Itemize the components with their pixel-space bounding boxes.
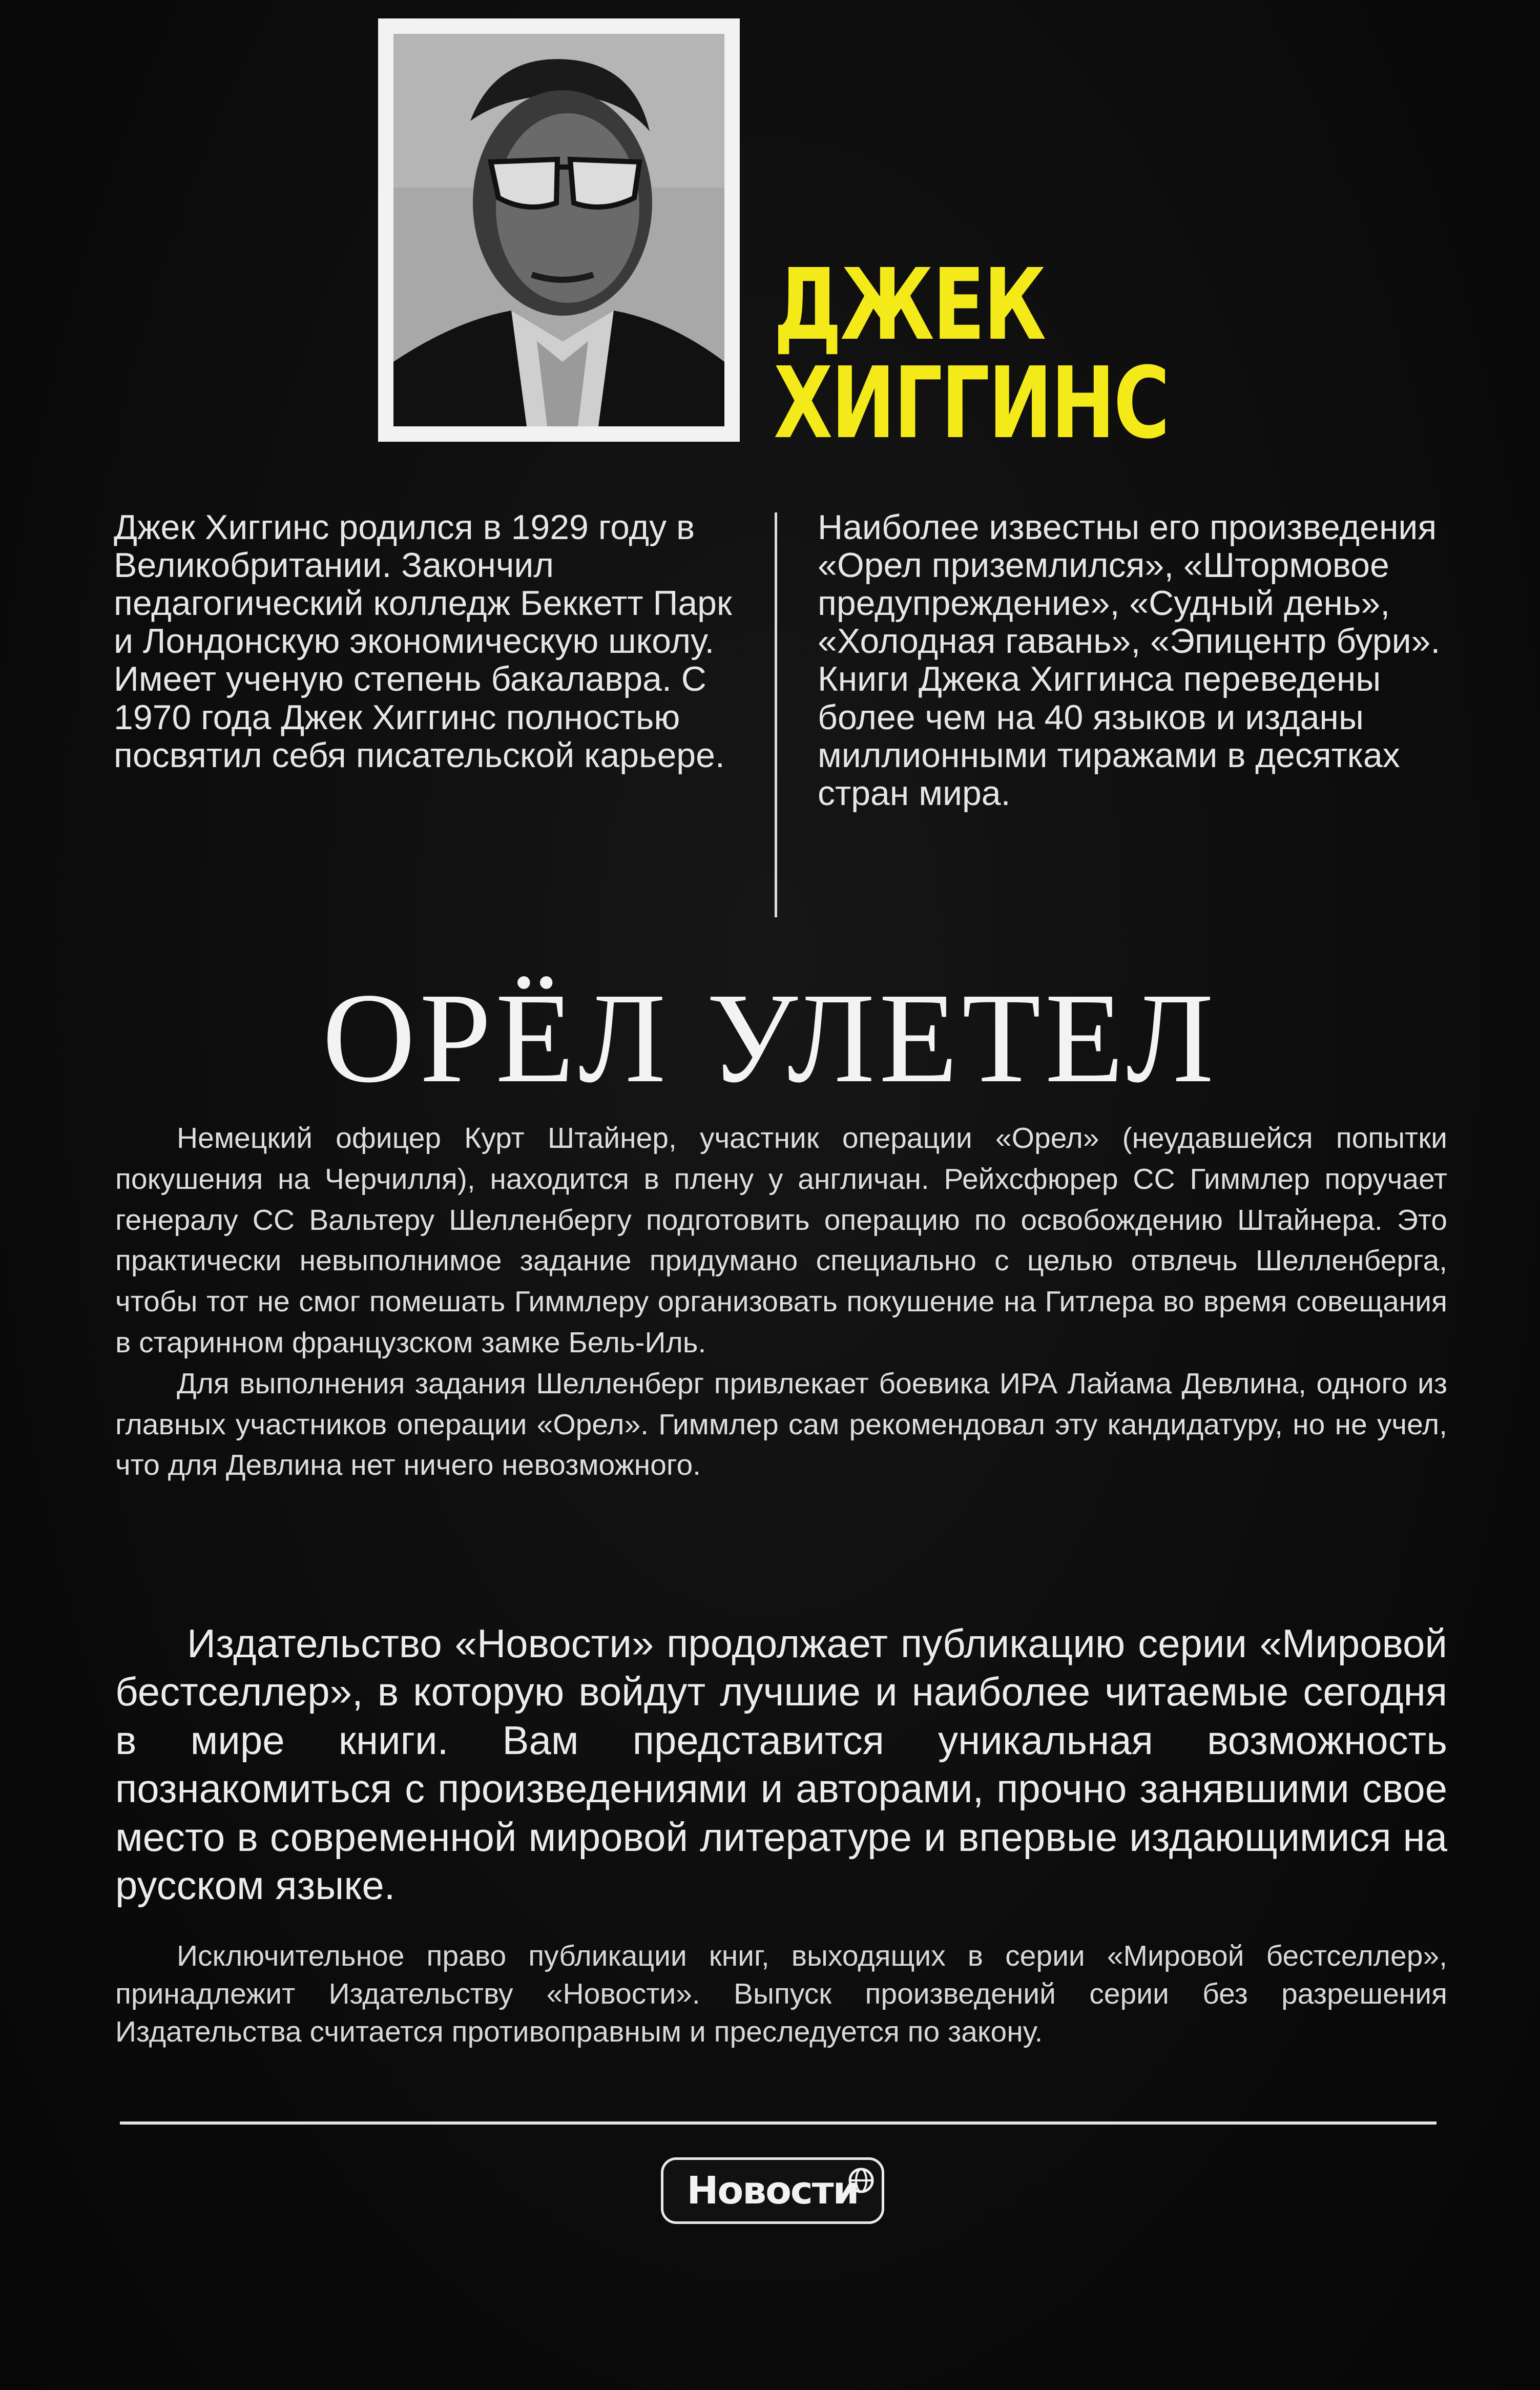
bio-left-column xyxy=(114,508,744,774)
author-first-name: ДЖЕК xyxy=(774,248,1045,362)
globe-icon xyxy=(848,2167,875,2194)
author-name xyxy=(774,248,1169,461)
publisher-logo-text: Новости xyxy=(686,2169,859,2213)
author-portrait-image xyxy=(393,34,724,426)
series-text: Издательство «Новости» продолжает публикацию серии «Мировой бестселлер», в которую войдут лучшие и наиболее читаемые сегодня в мире книги. Вам представится уникальная возможность познакомиться с произведениями и авторами, прочно занявшими свое место в современной мировой литературе и впервые издающимися на русском языке. xyxy=(115,1621,1447,1908)
column-divider xyxy=(775,512,777,917)
author-last-name: ХИГГИНС xyxy=(774,346,1169,461)
author-photo xyxy=(378,18,740,442)
publisher-logo xyxy=(661,2157,884,2224)
synopsis-paragraph-2: Для выполнения задания Шелленберг привлекает боевика ИРА Лайама Девлина, одного из главных участников операции «Орел». Гиммлер сам рекомендовал эту кандидатуру, но не учел, что для Девлина нет ничего невозможного. xyxy=(115,1367,1447,1482)
synopsis xyxy=(115,1118,1447,1486)
bottom-divider xyxy=(120,2121,1437,2125)
portrait-illustration xyxy=(393,34,724,426)
book-title: ОРЁЛ УЛЕТЕЛ xyxy=(322,966,1218,1109)
rights-text: Исключительное право публикации книг, выходящих в серии «Мировой бестселлер», принадлежит Издательству «Новости». Выпуск произведений серии без разрешения Издательства считается противоправным и преследуется по закону. xyxy=(115,1940,1447,2049)
bio-right-column xyxy=(818,508,1463,812)
bio-right-text: Наиболее известны его произведения «Орел приземлился», «Штормовое предупреждение», «Судный день», «Холодная гавань», «Эпицентр бури». Книги Джека Хиггинса переведены более чем на 40 языков и изданы миллионными тиражами в десятках стран мира. xyxy=(818,508,1441,813)
synopsis-paragraph-1: Немецкий офицер Курт Штайнер, участник операции «Орел» (неудавшейся попытки покушения на Черчилля), находится в плену у англичан. Рейхсфюрер СС Гиммлер поручает генералу СС Вальтеру Шелленбергу подготовить операцию по освобождению Штайнера. Это практически невыполнимое задание придумано специально с целью отвлечь Шелленберга, чтобы тот не смог помешать Гиммлеру организовать покушение на Гитлера во время совещания в старинном французском замке Бель-Иль. xyxy=(115,1122,1447,1359)
rights-notice xyxy=(115,1937,1447,2051)
bio-left-text: Джек Хиггинс родился в 1929 году в Великобритании. Закончил педагогический колледж Беккетт Парк и Лондонскую экономическую школу. Имеет ученую степень бакалавра. С 1970 года Джек Хиггинс полностью посвятил себя писательской карьере. xyxy=(114,508,732,775)
series-description xyxy=(115,1619,1447,1909)
